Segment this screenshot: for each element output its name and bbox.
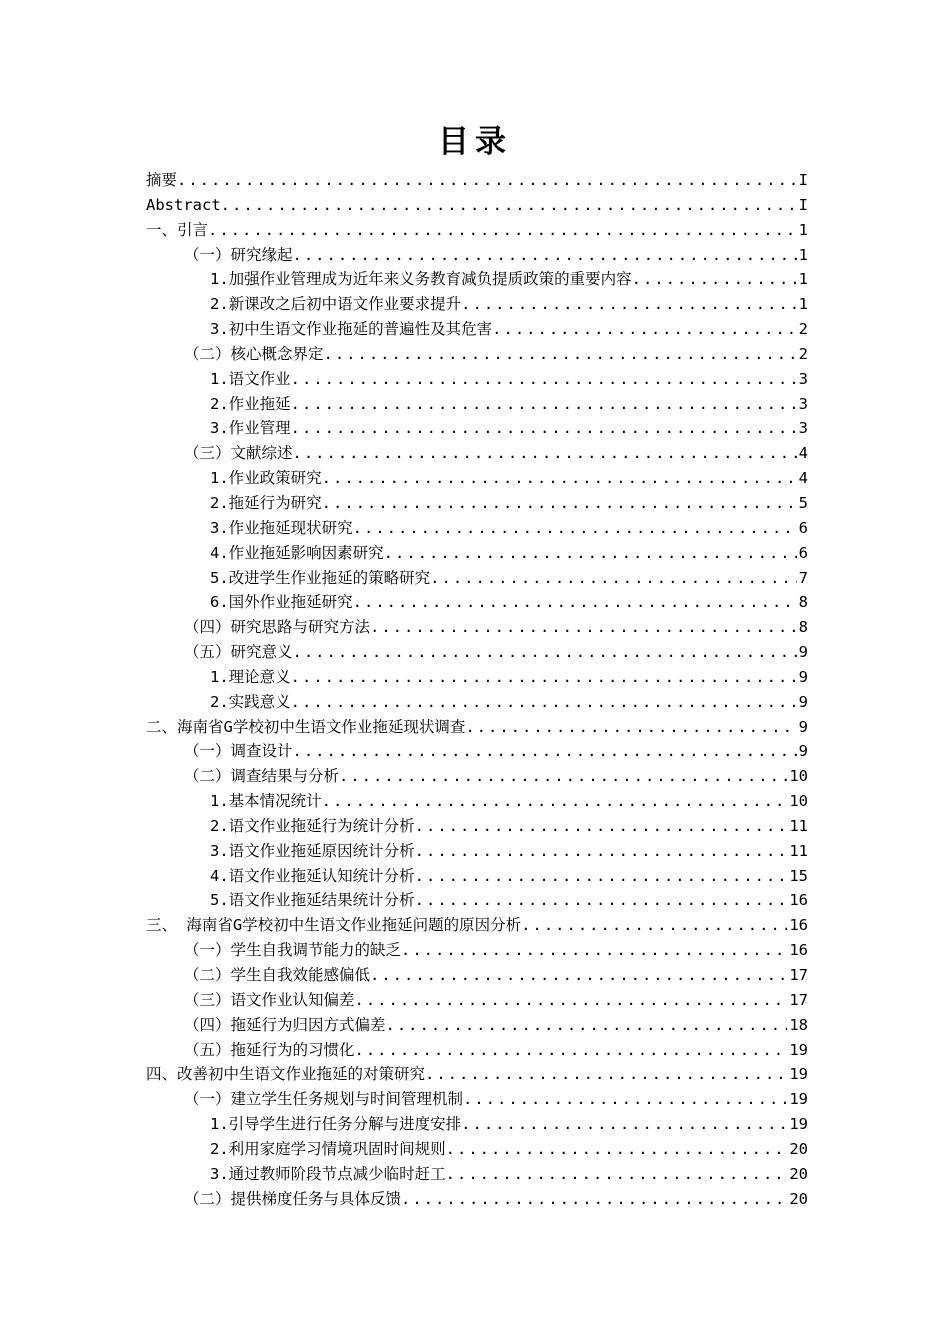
toc-entry-label: 1.加强作业管理成为近年来义务教育减负提质政策的重要内容: [210, 270, 632, 289]
toc-entry-label: 2.作业拖延: [210, 394, 291, 413]
toc-entry[interactable]: [146, 416, 808, 441]
toc-leader-dots: [401, 938, 787, 963]
toc-entry[interactable]: [146, 218, 808, 243]
toc-leader-dots: [384, 541, 797, 566]
toc-entry[interactable]: [146, 913, 808, 938]
toc-entry-label: 4.语文作业拖延认知统计分析: [210, 866, 415, 885]
toc-entry-page-number: 6: [798, 543, 808, 562]
toc-entry-page-number: 11: [789, 816, 808, 835]
toc-leader-dots: [446, 1137, 788, 1162]
toc-entry-page-number: 4: [798, 469, 808, 488]
toc-entry-page-number: 10: [789, 792, 808, 811]
toc-entry-label: （二）提供梯度任务与具体反馈: [184, 1189, 402, 1208]
toc-leader-dots: [339, 764, 787, 789]
toc-entry-label: 1.作业政策研究: [210, 469, 322, 488]
toc-leader-dots: [293, 739, 797, 764]
toc-entry-page-number: 11: [789, 841, 808, 860]
toc-entry-label: 2.实践意义: [210, 692, 291, 711]
toc-entry-page-number: 16: [789, 941, 808, 960]
toc-entry-page-number: 9: [798, 667, 808, 686]
toc-entry-label: 3.初中生语文作业拖延的普遍性及其危害: [210, 320, 493, 339]
toc-entry-page-number: 4: [798, 444, 808, 463]
toc-leader-dots: [492, 317, 796, 342]
toc-leader-dots: [355, 1038, 788, 1063]
toc-leader-dots: [461, 292, 796, 317]
toc-entry-page-number: 3: [798, 369, 808, 388]
toc-entry-page-number: 3: [798, 419, 808, 438]
toc-leader-dots: [291, 392, 797, 417]
toc-entry[interactable]: [146, 690, 808, 715]
toc-leader-dots: [355, 988, 788, 1013]
toc-entry[interactable]: [146, 764, 808, 789]
toc-entry-label: 5.改进学生作业拖延的策略研究: [210, 568, 431, 587]
toc-entry-label: 6.国外作业拖延研究: [210, 593, 353, 612]
toc-entry[interactable]: [146, 814, 808, 839]
toc-leader-dots: [401, 1187, 787, 1212]
toc-entry[interactable]: [146, 541, 808, 566]
toc-entry[interactable]: [146, 963, 808, 988]
toc-entry[interactable]: [146, 1087, 808, 1112]
toc-entry-label: 3.通过教师阶段节点减少临时赶工: [210, 1164, 446, 1183]
toc-leader-dots: [177, 168, 797, 193]
toc-entry-page-number: 20: [789, 1139, 808, 1158]
toc-entry-label: （五）拖延行为的习惯化: [184, 1040, 355, 1059]
toc-entry[interactable]: [146, 1162, 808, 1187]
toc-leader-dots: [386, 1013, 788, 1038]
toc-entry[interactable]: [146, 342, 808, 367]
toc-entry[interactable]: [146, 839, 808, 864]
toc-entry-page-number: 1: [798, 270, 808, 289]
toc-entry-label: 2.拖延行为研究: [210, 493, 322, 512]
toc-entry[interactable]: [146, 1112, 808, 1137]
toc-entry-label: 四、改善初中生语文作业拖延的对策研究: [146, 1065, 426, 1084]
toc-entry-page-number: 9: [798, 692, 808, 711]
toc-entry-label: 3.语文作业拖延原因统计分析: [210, 841, 415, 860]
toc-entry-label: 2.利用家庭学习情境巩固时间规则: [210, 1139, 446, 1158]
toc-entry-label: 1.理论意义: [210, 667, 291, 686]
toc-entry[interactable]: [146, 715, 808, 740]
toc-leader-dots: [221, 193, 797, 218]
toc-leader-dots: [415, 864, 788, 889]
toc-entry[interactable]: [146, 1038, 808, 1063]
toc-entry-page-number: 9: [798, 742, 808, 761]
toc-entry-label: （四）研究思路与研究方法: [184, 618, 371, 637]
toc-leader-dots: [370, 615, 797, 640]
toc-entry[interactable]: [146, 292, 808, 317]
toc-entry[interactable]: [146, 516, 808, 541]
toc-entry[interactable]: [146, 1013, 808, 1038]
toc-entry-label: 3.作业拖延现状研究: [210, 518, 353, 537]
toc-entry[interactable]: [146, 367, 808, 392]
toc-leader-dots: [291, 367, 797, 392]
toc-leader-dots: [322, 491, 797, 516]
toc-entry-label: 二、海南省G学校初中生语文作业拖延现状调查: [146, 717, 466, 736]
toc-entry-label: （三）语文作业认知偏差: [184, 990, 355, 1009]
toc-entry-label: （一）调查设计: [184, 742, 293, 761]
toc-entry-label: 3.作业管理: [210, 419, 291, 438]
toc-leader-dots: [293, 441, 797, 466]
toc-leader-dots: [353, 590, 797, 615]
toc-leader-dots: [291, 690, 797, 715]
toc-entry-label: 1.语文作业: [210, 369, 291, 388]
toc-entry-page-number: 19: [789, 1065, 808, 1084]
toc-entry[interactable]: [146, 168, 808, 193]
toc-entry-page-number: 10: [789, 767, 808, 786]
toc-entry[interactable]: [146, 1062, 808, 1087]
table-of-contents: [146, 168, 808, 1211]
toc-entry[interactable]: [146, 888, 808, 913]
toc-entry-page-number: I: [798, 195, 808, 214]
toc-entry[interactable]: [146, 988, 808, 1013]
toc-entry-page-number: 5: [798, 493, 808, 512]
toc-entry-page-number: 19: [789, 1115, 808, 1134]
toc-entry-label: 一、引言: [146, 220, 209, 239]
toc-entry-label: （四）拖延行为归因方式偏差: [184, 1015, 386, 1034]
toc-entry-page-number: 19: [789, 1040, 808, 1059]
toc-entry-page-number: 18: [789, 1015, 808, 1034]
toc-leader-dots: [291, 416, 797, 441]
toc-entry-page-number: 15: [789, 866, 808, 885]
toc-entry-label: （一）学生自我调节能力的缺乏: [184, 941, 402, 960]
toc-leader-dots: [521, 913, 787, 938]
toc-entry[interactable]: [146, 640, 808, 665]
toc-entry-label: （一）建立学生任务规划与时间管理机制: [184, 1090, 464, 1109]
toc-entry-page-number: 20: [789, 1189, 808, 1208]
toc-leader-dots: [322, 789, 788, 814]
toc-entry[interactable]: [146, 590, 808, 615]
toc-entry[interactable]: [146, 1187, 808, 1212]
toc-leader-dots: [291, 665, 797, 690]
toc-entry[interactable]: [146, 789, 808, 814]
toc-entry-page-number: 16: [789, 891, 808, 910]
toc-leader-dots: [461, 1112, 787, 1137]
toc-entry-label: Abstract: [146, 195, 221, 214]
toc-entry-label: （一）研究缘起: [184, 245, 293, 264]
toc-leader-dots: [293, 640, 797, 665]
toc-entry[interactable]: [146, 243, 808, 268]
toc-entry-page-number: 9: [798, 717, 808, 736]
toc-entry-page-number: 8: [798, 593, 808, 612]
toc-entry-page-number: 2: [798, 320, 808, 339]
toc-entry-page-number: 6: [798, 518, 808, 537]
toc-entry-page-number: 17: [789, 966, 808, 984]
toc-entry-label: 4.作业拖延影响因素研究: [210, 543, 384, 562]
toc-entry-page-number: 2: [798, 344, 808, 363]
toc-entry-page-number: I: [798, 171, 808, 189]
toc-entry[interactable]: [146, 938, 808, 963]
toc-leader-dots: [465, 715, 796, 740]
toc-entry-label: （三）文献综述: [184, 444, 293, 463]
toc-entry-page-number: 3: [798, 394, 808, 413]
toc-entry-label: 2.语文作业拖延行为统计分析: [210, 816, 415, 835]
toc-leader-dots: [415, 839, 788, 864]
toc-entry[interactable]: [146, 615, 808, 640]
toc-leader-dots: [415, 814, 788, 839]
toc-entry-label: （二）核心概念界定: [184, 344, 324, 363]
toc-leader-dots: [353, 516, 797, 541]
toc-leader-dots: [415, 888, 788, 913]
toc-leader-dots: [324, 342, 797, 367]
toc-entry[interactable]: [146, 267, 808, 292]
toc-entry[interactable]: [146, 466, 808, 491]
toc-entry-label: 摘要: [146, 171, 178, 189]
toc-entry-page-number: 20: [789, 1164, 808, 1183]
toc-entry-page-number: 16: [789, 916, 808, 935]
toc-entry[interactable]: [146, 864, 808, 889]
toc-entry[interactable]: [146, 491, 808, 516]
toc-entry[interactable]: [146, 665, 808, 690]
toc-entry[interactable]: [146, 566, 808, 591]
toc-leader-dots: [463, 1087, 787, 1112]
toc-entry-label: （二）学生自我效能感偏低: [184, 966, 371, 984]
toc-entry[interactable]: [146, 441, 808, 466]
page-title: 目录: [438, 124, 512, 160]
toc-leader-dots: [293, 243, 797, 268]
toc-entry[interactable]: [146, 1137, 808, 1162]
toc-entry-label: 5.语文作业拖延结果统计分析: [210, 891, 415, 910]
toc-entry-page-number: 9: [798, 643, 808, 662]
toc-entry-page-number: 7: [798, 568, 808, 587]
toc-entry-label: （五）研究意义: [184, 643, 293, 662]
toc-entry-label: 1.基本情况统计: [210, 792, 322, 811]
toc-entry[interactable]: [146, 317, 808, 342]
toc-leader-dots: [446, 1162, 788, 1187]
toc-entry-label: （二）调查结果与分析: [184, 767, 340, 786]
toc-leader-dots: [430, 566, 796, 591]
toc-entry-page-number: 8: [798, 618, 808, 637]
toc-leader-dots: [208, 218, 797, 243]
toc-entry-label: 三、 海南省G学校初中生语文作业拖延问题的原因分析: [146, 916, 522, 935]
toc-leader-dots: [370, 963, 787, 988]
toc-entry-label: 2.新课改之后初中语文作业要求提升: [210, 295, 462, 314]
toc-entry-label: 1.引导学生进行任务分解与进度安排: [210, 1115, 462, 1134]
toc-entry-page-number: 1: [798, 295, 808, 314]
toc-leader-dots: [632, 267, 797, 292]
toc-entry[interactable]: [146, 392, 808, 417]
toc-leader-dots: [425, 1062, 787, 1087]
toc-leader-dots: [322, 466, 797, 491]
toc-entry[interactable]: [146, 193, 808, 218]
toc-entry-page-number: 19: [789, 1090, 808, 1109]
toc-entry-page-number: 1: [798, 245, 808, 264]
toc-entry-page-number: 17: [789, 990, 808, 1009]
toc-entry[interactable]: [146, 739, 808, 764]
toc-entry-page-number: 1: [798, 220, 808, 239]
